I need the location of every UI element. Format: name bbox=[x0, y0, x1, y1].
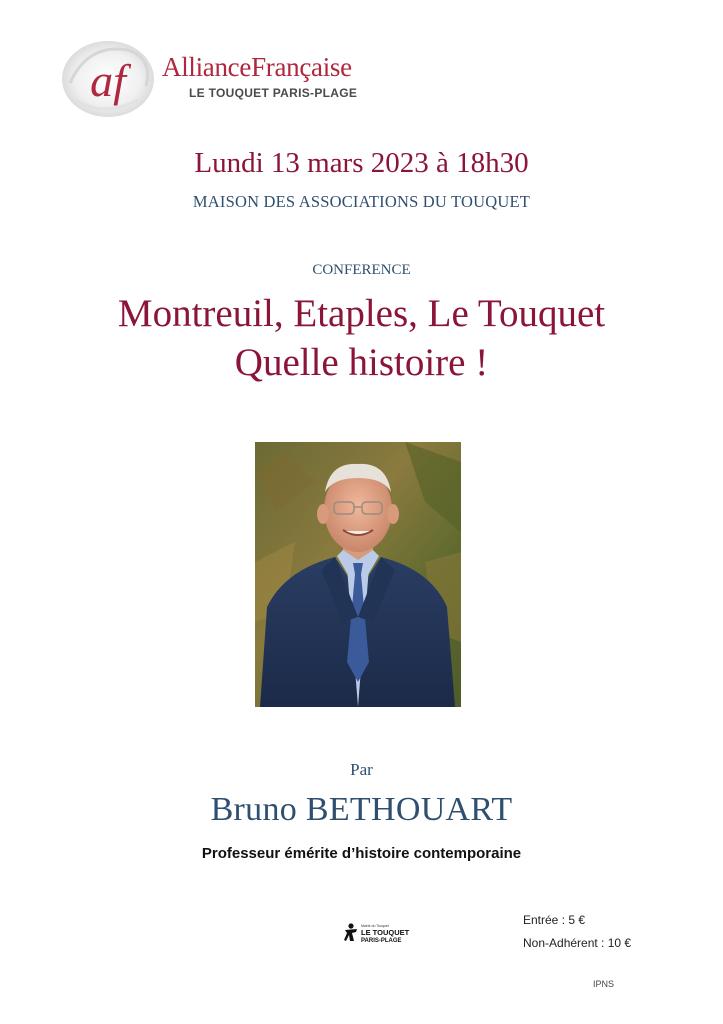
logo-letters: af bbox=[90, 55, 126, 106]
speaker-photo bbox=[255, 442, 461, 707]
price-entree: Entrée : 5 € bbox=[523, 913, 586, 927]
le-touquet-logo bbox=[343, 921, 423, 949]
speaker-role: Professeur émérite d’histoire contemporaine bbox=[201, 845, 522, 862]
event-title-line2: Quelle histoire ! bbox=[234, 341, 489, 384]
speaker-name: Bruno BETHOUART bbox=[210, 791, 513, 828]
by-label: Par bbox=[350, 760, 373, 779]
alliance-francaise-logo bbox=[58, 38, 158, 120]
town-logo-line2: PARIS-PLAGE bbox=[361, 938, 402, 944]
ipns-label: IPNS bbox=[593, 979, 615, 989]
event-type: CONFERENCE bbox=[312, 262, 411, 278]
brand-part-francaise: Française bbox=[251, 52, 352, 82]
brand-name bbox=[162, 52, 352, 83]
town-logo-line1: LE TOUQUET bbox=[361, 928, 410, 937]
brand-location: LE TOUQUET PARIS-PLAGE bbox=[189, 86, 358, 100]
svg-text:Mairie du Touquet: Mairie du Touquet bbox=[361, 924, 389, 928]
event-date: Lundi 13 mars 2023 à 18h30 bbox=[194, 147, 529, 179]
event-title-line1: Montreuil, Etaples, Le Touquet bbox=[117, 292, 606, 335]
event-venue: MAISON DES ASSOCIATIONS DU TOUQUET bbox=[192, 192, 531, 211]
price-non-adherent: Non-Adhérent : 10 € bbox=[523, 936, 632, 950]
brand-part-alliance: Alliance bbox=[162, 52, 252, 82]
